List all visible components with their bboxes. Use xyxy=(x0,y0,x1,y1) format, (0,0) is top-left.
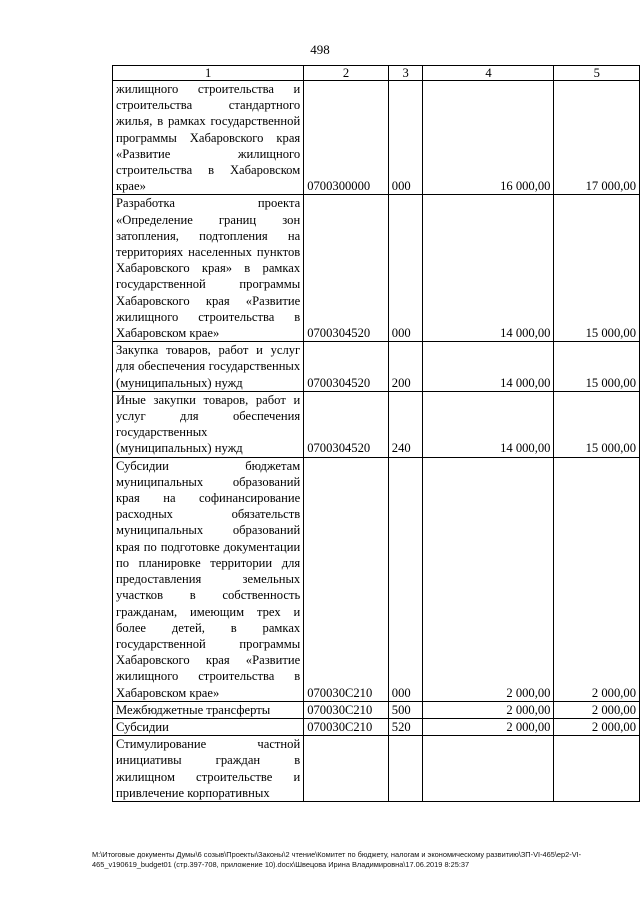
header-cell: 3 xyxy=(388,66,423,81)
row-target-code xyxy=(304,736,389,802)
table-row xyxy=(113,195,640,342)
row-target-code: 0700304520 xyxy=(304,391,389,457)
table-row xyxy=(113,701,640,718)
row-amount-col5: 17 000,00 xyxy=(554,81,640,195)
table-row xyxy=(113,736,640,802)
row-expense-group xyxy=(388,736,423,802)
row-description: Межбюджетные трансферты xyxy=(113,701,304,718)
row-amount-col4: 14 000,00 xyxy=(423,391,554,457)
row-description: жилищного строительства и строительства стандартного жилья, в рамках государственной программы Хабаровского края «Развитие жилищного строительства в Хабаровском крае» xyxy=(113,81,304,195)
row-amount-col4: 2 000,00 xyxy=(423,718,554,735)
row-expense-group: 200 xyxy=(388,342,423,392)
page-number: 498 xyxy=(310,42,330,57)
row-amount-col4: 14 000,00 xyxy=(423,195,554,342)
table-row xyxy=(113,718,640,735)
row-amount-col4: 2 000,00 xyxy=(423,457,554,701)
row-description: Стимулирование частной инициативы граждан в жилищном строительстве и привлечение корпоративных xyxy=(113,736,304,802)
row-description: Субсидии xyxy=(113,718,304,735)
table-row xyxy=(113,342,640,392)
table-row xyxy=(113,391,640,457)
row-amount-col5: 15 000,00 xyxy=(554,342,640,392)
row-expense-group: 000 xyxy=(388,195,423,342)
header-cell: 5 xyxy=(554,66,640,81)
row-description: Закупка товаров, работ и услуг для обеспечения государственных (муниципальных) нужд xyxy=(113,342,304,392)
table-row xyxy=(113,457,640,701)
header-cell: 4 xyxy=(423,66,554,81)
table-header-row xyxy=(113,66,640,81)
table-row xyxy=(113,81,640,195)
row-target-code: 070030С210 xyxy=(304,457,389,701)
row-expense-group: 500 xyxy=(388,701,423,718)
row-target-code: 0700304520 xyxy=(304,195,389,342)
document-path-footer: М:\Итоговые документы Думы\6 созыв\Проекты\Законы\2 чтение\Комитет по бюджету, налогам и экономическому развитию\ЗП-VI-465\ер2-VI-465_v190619_budget01 (стр.397-708, приложение 10).docx\Швецова Ирина Владимировна\17.06.2019 8:25:37 xyxy=(92,850,582,869)
row-expense-group: 240 xyxy=(388,391,423,457)
row-description: Иные закупки товаров, работ и услуг для обеспечения государственных (муниципальных) нужд xyxy=(113,391,304,457)
row-amount-col5 xyxy=(554,736,640,802)
row-target-code: 070030С210 xyxy=(304,718,389,735)
row-expense-group: 520 xyxy=(388,718,423,735)
budget-table xyxy=(112,65,640,802)
row-amount-col5: 2 000,00 xyxy=(554,457,640,701)
row-target-code: 0700300000 xyxy=(304,81,389,195)
row-target-code: 0700304520 xyxy=(304,342,389,392)
row-description: Субсидии бюджетам муниципальных образований края на софинансирование расходных обязательств муниципальных образований края по подготовке документации по планировке территории для предоставления земельных участков в собственность гражданам, имеющим трех и более детей, в рамках государственной программы Хабаровского края «Развитие жилищного строительства в Хабаровском крае» xyxy=(113,457,304,701)
row-description: Разработка проекта «Определение границ зон затопления, подтопления на территориях населенных пунктов Хабаровского края» в рамках государственной программы Хабаровского края «Развитие жилищного строительства в Хабаровском крае» xyxy=(113,195,304,342)
row-amount-col5: 2 000,00 xyxy=(554,701,640,718)
row-amount-col4: 2 000,00 xyxy=(423,701,554,718)
row-amount-col5: 15 000,00 xyxy=(554,391,640,457)
row-amount-col4 xyxy=(423,736,554,802)
header-cell: 2 xyxy=(304,66,389,81)
row-amount-col4: 16 000,00 xyxy=(423,81,554,195)
row-expense-group: 000 xyxy=(388,81,423,195)
row-target-code: 070030С210 xyxy=(304,701,389,718)
row-amount-col4: 14 000,00 xyxy=(423,342,554,392)
row-amount-col5: 2 000,00 xyxy=(554,718,640,735)
row-amount-col5: 15 000,00 xyxy=(554,195,640,342)
header-cell: 1 xyxy=(113,66,304,81)
row-expense-group: 000 xyxy=(388,457,423,701)
